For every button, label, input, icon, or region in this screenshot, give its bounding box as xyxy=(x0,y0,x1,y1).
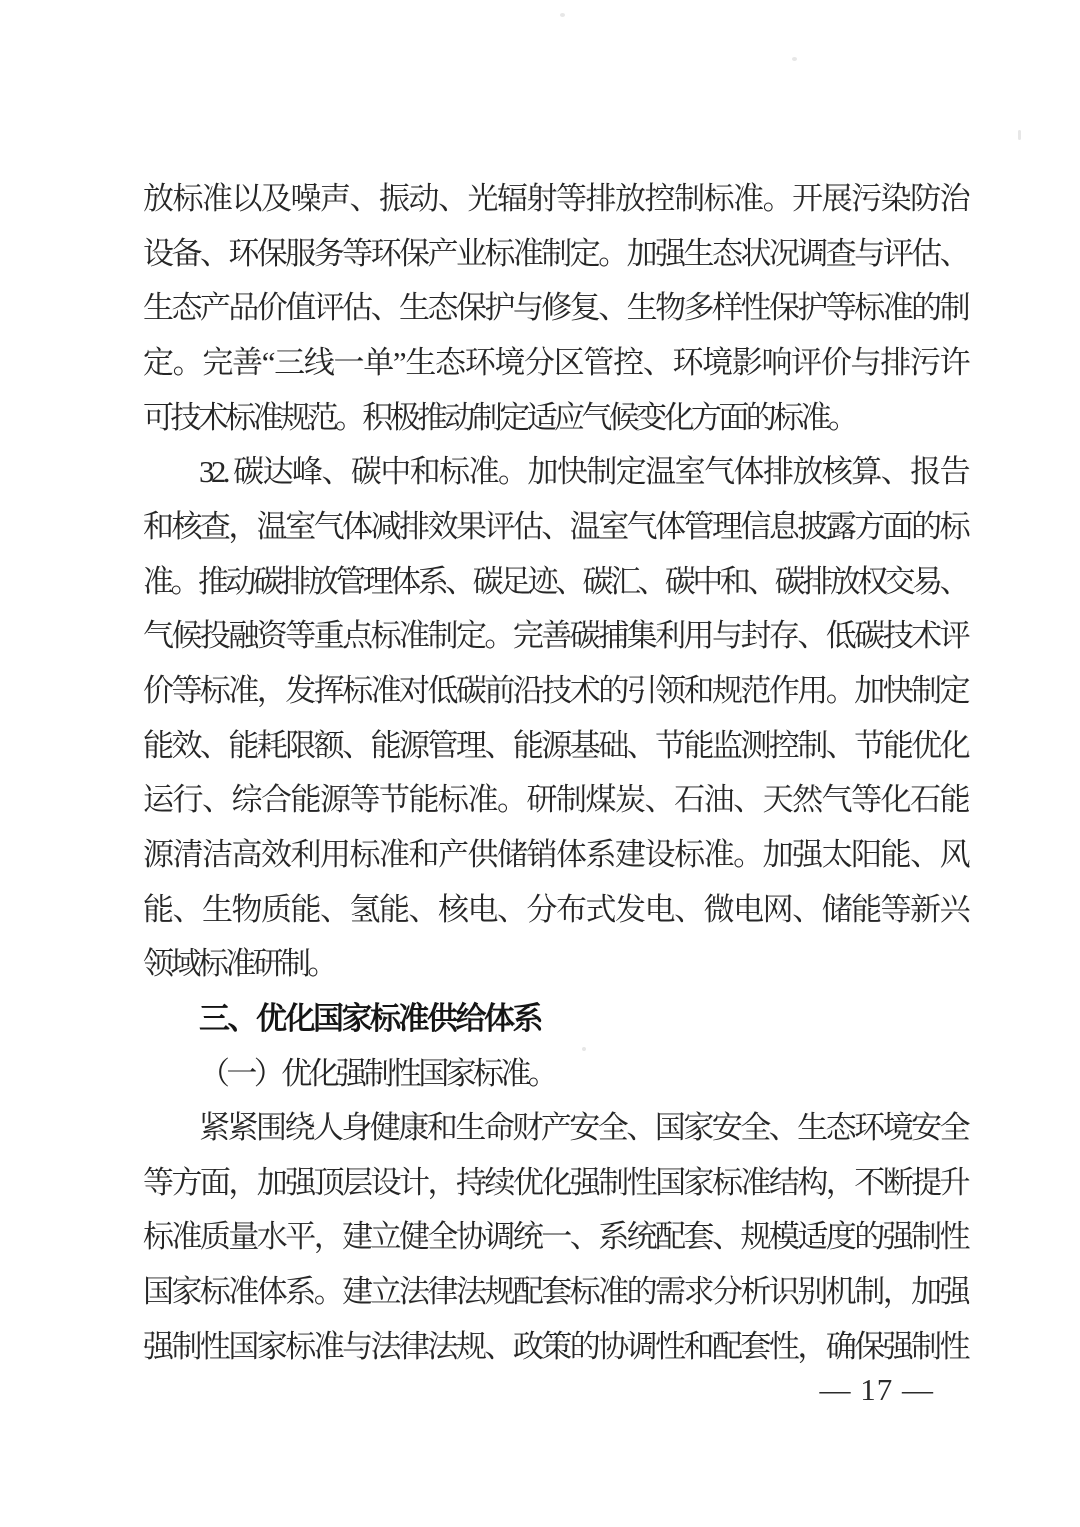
page-number: — 17 — xyxy=(819,1372,934,1407)
text-line: 准。推动碳排放管理体系、碳足迹、碳汇、碳中和、碳排放权交易、 xyxy=(143,563,967,599)
scan-speck xyxy=(792,57,797,61)
section-heading xyxy=(143,992,967,1047)
text-line: 三、优化国家标准供给体系 xyxy=(199,1000,541,1036)
text-line: 能、生物质能、氢能、核电、分布式发电、微电网、储能等新兴 xyxy=(143,891,967,927)
scan-speck xyxy=(1018,130,1021,140)
text-line: 和核查，温室气体减排效果评估、温室气体管理信息披露方面的标 xyxy=(143,508,967,544)
text-line: 标准质量水平，建立健全协调统一、系统配套、规模适度的强制性 xyxy=(143,1219,967,1255)
text-line: 32. 碳达峰、碳中和标准。加快制定温室气体排放核算、报告 xyxy=(199,454,967,490)
text-line: 可技术标准规范。积极推动制定适应气候变化方面的标准。 xyxy=(143,399,856,435)
paragraph xyxy=(143,445,967,992)
paragraph xyxy=(143,172,967,445)
text-line: 气候投融资等重点标准制定。完善碳捕集利用与封存、低碳技术评 xyxy=(143,618,967,654)
text-line: 定。完善“三线一单”生态环境分区管控、环境影响评价与排污许 xyxy=(143,344,967,380)
text-line: 能效、能耗限额、能源管理、能源基础、节能监测控制、节能优化 xyxy=(143,727,967,763)
text-line: 等方面，加强顶层设计，持续优化强制性国家标准结构，不断提升 xyxy=(143,1164,967,1200)
text-line: 源清洁高效利用标准和产供储销体系建设标准。加强太阳能、风 xyxy=(143,836,967,872)
scan-speck xyxy=(560,13,565,17)
text-line: 放标准以及噪声、振动、光辐射等排放控制标准。开展污染防治 xyxy=(143,181,967,216)
subsection-heading xyxy=(143,1047,967,1102)
text-line: 设备、环保服务等环保产业标准制定。加强生态状况调查与评估、 xyxy=(143,235,967,271)
text-line: 紧紧围绕人身健康和生命财产安全、国家安全、生态环境安全 xyxy=(199,1110,967,1146)
text-line: 国家标准体系。建立法律法规配套标准的需求分析识别机制，加强 xyxy=(143,1274,967,1310)
text-line: 运行、综合能源等节能标准。研制煤炭、石油、天然气等化石能 xyxy=(143,782,967,818)
document-body xyxy=(143,172,967,1374)
paragraph xyxy=(143,1101,967,1374)
text-line: 生态产品价值评估、生态保护与修复、生物多样性保护等标准的制 xyxy=(143,290,967,326)
text-line: （一）优化强制性国家标准。 xyxy=(199,1055,556,1091)
text-line: 强制性国家标准与法律法规、政策的协调性和配套性，确保强制性 xyxy=(143,1328,967,1364)
text-line: 价等标准，发挥标准对低碳前沿技术的引领和规范作用。加快制定 xyxy=(143,672,967,708)
text-line: 领域标准研制。 xyxy=(143,946,335,982)
